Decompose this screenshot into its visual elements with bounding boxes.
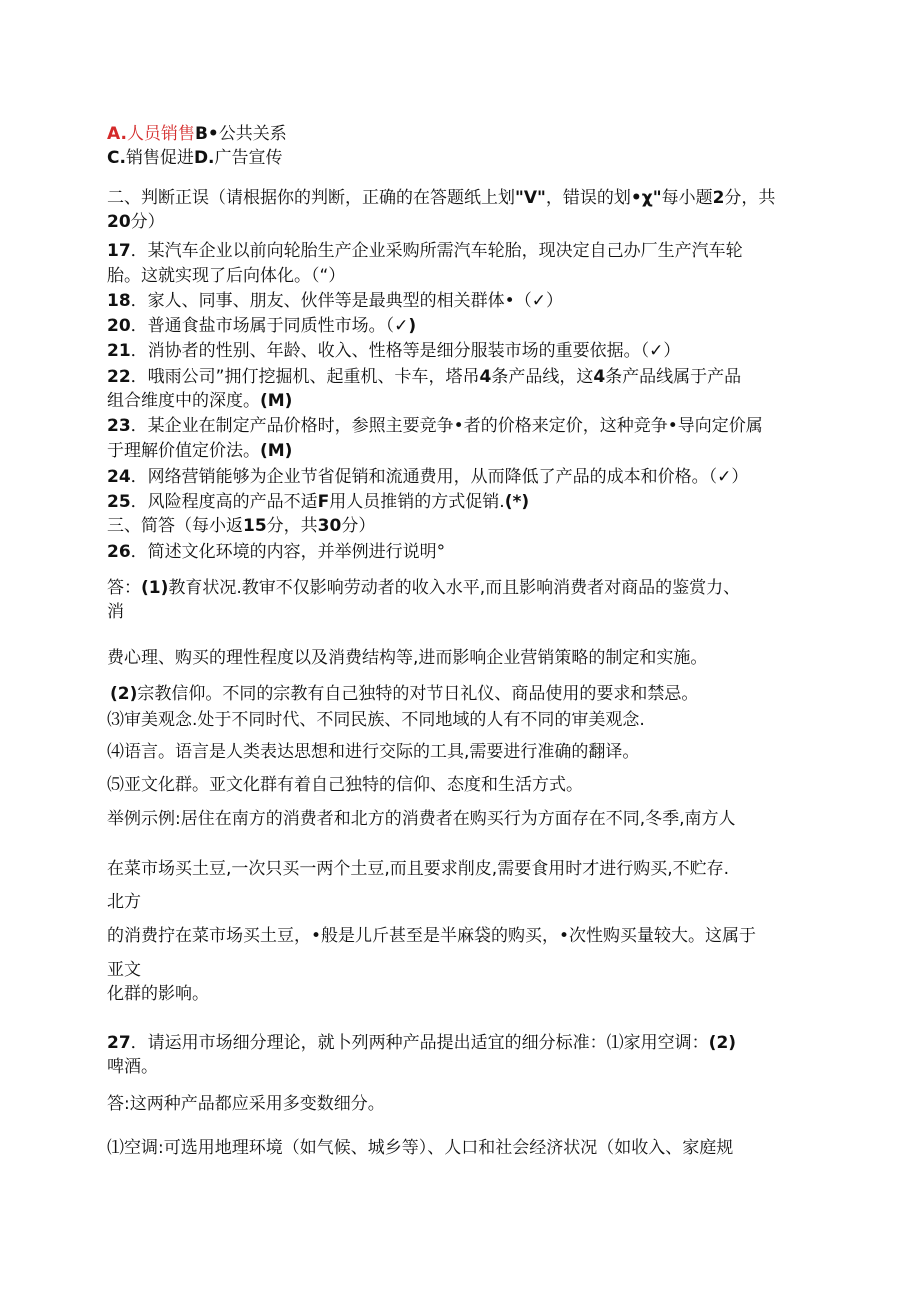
text-run: ．某企业在制定产品价格时，参照主要竞争•者的价格来定价，这种竞争•导向定价属 <box>130 416 763 436</box>
text-run: ．简述文化环境的内容，并举例进行说明° <box>130 542 446 562</box>
text-run: B• <box>194 124 219 144</box>
text-run: 广告宣传 <box>214 148 283 168</box>
text-run: 北方 <box>107 892 141 912</box>
text-line <box>107 366 819 388</box>
text-run: 分） <box>130 212 165 232</box>
text-run: (M) <box>260 441 293 461</box>
text-run: 20 <box>107 316 131 336</box>
text-run: F <box>317 492 330 512</box>
text-run: 人员销售 <box>126 124 195 144</box>
text-run: 的消费拧在菜市场买土豆，•般是儿斤甚至是半麻袋的购买，•次性购买量较大。这属于 <box>107 926 757 946</box>
text-line <box>107 187 819 209</box>
text-run: 二、判断正误（请根据你的判断，正确的在答题纸上划 <box>107 188 515 208</box>
text-run: 教育状况.教审不仅影响劳动者的收入水平,而且影响消费者对商品的鉴赏力、 <box>168 578 741 598</box>
text-run: ⑶审美观念.处于不同时代、不同民族、不同地域的人有不同的审美观念. <box>107 710 645 730</box>
text-run: 条产品线属于产品 <box>605 367 742 387</box>
text-run: 分） <box>341 516 376 536</box>
text-run: 举例示例:居住在南方的消费者和北方的消费者在购买行为方面存在不同,冬季,南方人 <box>107 809 736 829</box>
text-run: 条产品线，这 <box>491 367 594 387</box>
text-run: (2) <box>110 684 138 704</box>
text-run: 2 <box>712 188 725 208</box>
text-line <box>107 858 819 880</box>
text-run: 胎。这就实现了后向体化。（“） <box>107 266 346 286</box>
text-line <box>107 240 819 262</box>
text-run: 答： <box>107 578 141 598</box>
text-line <box>107 983 819 1005</box>
text-run: 22 <box>107 367 131 387</box>
text-line <box>107 959 819 981</box>
text-run: ．风险程度高的产品不适 <box>130 492 318 512</box>
text-line <box>107 709 819 731</box>
text-run: 27 <box>107 1033 131 1053</box>
text-run: 啤酒。 <box>107 1057 158 1077</box>
text-line <box>107 1093 819 1115</box>
text-line <box>107 340 819 362</box>
text-run: 每小题 <box>661 188 713 208</box>
text-run: 答:这两种产品都应采用多变数细分。 <box>107 1094 385 1114</box>
text-run: ．消协者的性别、年龄、收入、性格等是细分服装市场的重要依据。（✓） <box>130 341 681 361</box>
text-line <box>107 440 819 462</box>
text-run: 24 <box>107 467 131 487</box>
text-run: C. <box>107 148 126 168</box>
text-line <box>107 390 819 412</box>
text-run: 组合维度中的深度。 <box>107 391 260 411</box>
text-run: 18 <box>107 291 131 311</box>
text-run: ⑸亚文化群。亚文化群有着自己独特的信仰、态度和生活方式。 <box>107 775 583 795</box>
text-line <box>107 265 819 287</box>
text-run: 25 <box>107 492 131 512</box>
text-run: 21 <box>107 341 131 361</box>
text-run: 分，共 <box>266 516 318 536</box>
text-run: 销售促进 <box>125 148 194 168</box>
text-line <box>107 211 819 233</box>
text-run: ．普通食盐市场属于同质性市场。（ <box>130 316 395 336</box>
text-run: 消 <box>107 602 124 622</box>
text-run: (1) <box>141 578 169 598</box>
text-run: 宗教信仰。不同的宗教有自己独特的对节日礼仪、商品使用的要求和禁忌。 <box>137 684 699 704</box>
text-run: 公共关系 <box>218 124 287 144</box>
text-run: ．家人、同事、朋友、伙伴等是最典型的相关群体•（✓） <box>130 291 563 311</box>
text-line <box>107 123 819 145</box>
text-line <box>107 741 819 763</box>
text-run: ，错误的划 <box>545 188 631 208</box>
text-run: 4 <box>593 367 606 387</box>
text-run: (*) <box>504 492 530 512</box>
text-run: 于理解价值定价法。 <box>107 441 260 461</box>
text-run: 用人员推销的方式促销. <box>329 492 505 512</box>
text-line <box>107 925 819 947</box>
text-run: ⑷语言。语言是人类表达思想和进行交际的工具,需要进行准确的翻译。 <box>107 742 640 762</box>
text-line <box>107 466 819 488</box>
text-run: A. <box>107 124 127 144</box>
text-run: 26 <box>107 542 131 562</box>
text-line <box>107 1056 819 1078</box>
text-run: (M) <box>260 391 293 411</box>
text-run: 4 <box>479 367 492 387</box>
text-run: 三、简答（每小返 <box>107 516 243 536</box>
text-line <box>107 647 819 669</box>
text-line <box>107 1032 819 1054</box>
text-run: 17 <box>107 241 131 261</box>
text-line <box>107 774 819 796</box>
text-run: ．某汽车企业以前向轮胎生产企业采购所需汽车轮胎，现决定自己办厂生产汽车轮 <box>130 241 743 261</box>
text-line <box>107 415 819 437</box>
text-line <box>107 290 819 312</box>
text-run: 15 <box>243 516 267 536</box>
text-run: 分，共 <box>724 188 776 208</box>
text-line <box>107 1137 819 1159</box>
text-run: 20 <box>107 212 131 232</box>
text-line <box>107 808 819 830</box>
text-line <box>107 891 819 913</box>
text-run: 费心理、购买的理性程度以及消费结构等,进而影响企业营销策略的制定和实施。 <box>107 648 708 668</box>
text-run: ．哦雨公司”拥仃挖掘机、起重机、卡车，塔吊 <box>130 367 480 387</box>
text-run: "V" <box>515 188 546 208</box>
text-line <box>107 147 819 169</box>
text-line <box>107 491 819 513</box>
text-run: ．网络营销能够为企业节省促销和流通费用，从而降低了产品的成本和价格。（✓） <box>130 467 749 487</box>
text-run: ✓) <box>394 316 417 336</box>
text-run: ⑴空调:可选用地理环境（如气候、城乡等）、人口和社会经济状况（如收入、家庭规 <box>107 1138 734 1158</box>
text-line <box>107 577 819 599</box>
text-line <box>107 601 819 623</box>
text-line <box>107 515 819 537</box>
text-run: 23 <box>107 416 131 436</box>
text-run: ．请运用市场细分理论，就卜列两种产品提出适宜的细分标准：⑴家用空调： <box>130 1033 709 1053</box>
text-run: 30 <box>317 516 342 536</box>
text-run: 亚文 <box>107 960 141 980</box>
text-run: D. <box>193 148 215 168</box>
text-line <box>107 541 819 563</box>
text-run: 在菜市场买土豆,一次只买一两个土豆,而且要求削皮,需要食用时才进行购买,不贮存. <box>107 859 730 879</box>
text-run: (2) <box>708 1033 737 1053</box>
text-line <box>107 315 819 337</box>
text-line <box>110 683 822 705</box>
text-run: •χ" <box>630 188 662 208</box>
text-run: 化群的影响。 <box>107 984 209 1004</box>
